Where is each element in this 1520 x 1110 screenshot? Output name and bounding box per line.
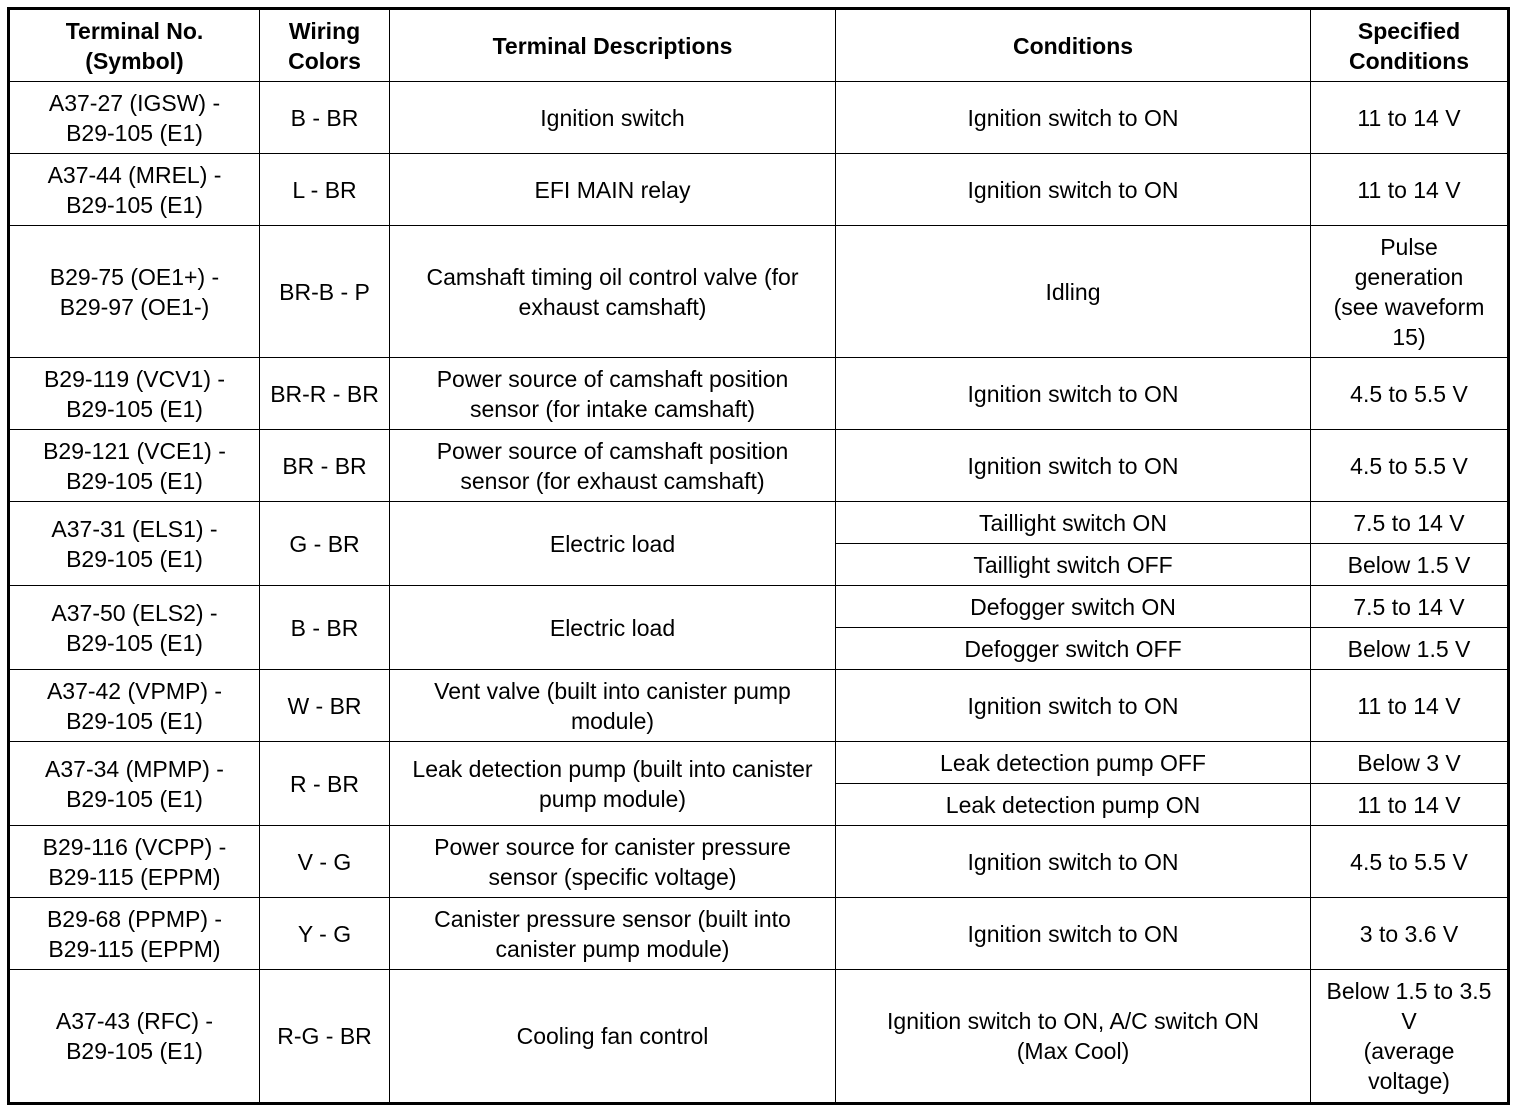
wiring-cell: BR-R - BR	[260, 358, 390, 430]
terminal-cell: B29-68 (PPMP) - B29-115 (EPPM)	[9, 898, 260, 970]
specified-cell: 3 to 3.6 V	[1311, 898, 1509, 970]
specified-cell: Below 1.5 V	[1311, 628, 1509, 670]
header-specified-conditions: Specified Conditions	[1311, 9, 1509, 82]
specified-cell: 4.5 to 5.5 V	[1311, 358, 1509, 430]
condition-cell: Leak detection pump ON	[836, 784, 1311, 826]
header-row	[9, 9, 1509, 82]
header-wiring-colors: Wiring Colors	[260, 9, 390, 82]
wiring-cell: Y - G	[260, 898, 390, 970]
terminal-spec-table	[7, 7, 1510, 1105]
wiring-cell: B - BR	[260, 82, 390, 154]
description-cell: Power source of camshaft position sensor (for exhaust camshaft)	[390, 430, 836, 502]
wiring-cell: V - G	[260, 826, 390, 898]
description-cell: Electric load	[390, 502, 836, 586]
condition-cell: Defogger switch OFF	[836, 628, 1311, 670]
specified-cell: Pulse generation (see waveform 15)	[1311, 226, 1509, 358]
table-row	[9, 742, 1509, 784]
table-row	[9, 226, 1509, 358]
table-row	[9, 430, 1509, 502]
specified-cell: 4.5 to 5.5 V	[1311, 430, 1509, 502]
description-cell: Electric load	[390, 586, 836, 670]
description-cell: Canister pressure sensor (built into canister pump module)	[390, 898, 836, 970]
description-cell: Power source for canister pressure sensor (specific voltage)	[390, 826, 836, 898]
terminal-cell: A37-34 (MPMP) - B29-105 (E1)	[9, 742, 260, 826]
condition-cell: Ignition switch to ON	[836, 898, 1311, 970]
description-cell: Camshaft timing oil control valve (for exhaust camshaft)	[390, 226, 836, 358]
table-row	[9, 154, 1509, 226]
specified-cell: 11 to 14 V	[1311, 82, 1509, 154]
condition-cell: Taillight switch OFF	[836, 544, 1311, 586]
condition-cell: Ignition switch to ON	[836, 154, 1311, 226]
terminal-cell: A37-43 (RFC) - B29-105 (E1)	[9, 970, 260, 1104]
table-row	[9, 502, 1509, 544]
table-row	[9, 358, 1509, 430]
description-cell: Ignition switch	[390, 82, 836, 154]
description-cell: Power source of camshaft position sensor (for intake camshaft)	[390, 358, 836, 430]
description-cell: Cooling fan control	[390, 970, 836, 1104]
header-terminal-descriptions: Terminal Descriptions	[390, 9, 836, 82]
wiring-cell: R - BR	[260, 742, 390, 826]
description-cell: Vent valve (built into canister pump module)	[390, 670, 836, 742]
condition-cell: Ignition switch to ON	[836, 826, 1311, 898]
terminal-cell: A37-50 (ELS2) - B29-105 (E1)	[9, 586, 260, 670]
condition-cell: Ignition switch to ON, A/C switch ON (Max Cool)	[836, 970, 1311, 1104]
specified-cell: Below 1.5 V	[1311, 544, 1509, 586]
terminal-cell: B29-116 (VCPP) - B29-115 (EPPM)	[9, 826, 260, 898]
specified-cell: Below 3 V	[1311, 742, 1509, 784]
wiring-cell: BR-B - P	[260, 226, 390, 358]
terminal-cell: B29-121 (VCE1) - B29-105 (E1)	[9, 430, 260, 502]
terminal-cell: A37-27 (IGSW) - B29-105 (E1)	[9, 82, 260, 154]
specified-cell: 11 to 14 V	[1311, 784, 1509, 826]
wiring-cell: R-G - BR	[260, 970, 390, 1104]
specified-cell: 11 to 14 V	[1311, 154, 1509, 226]
condition-cell: Ignition switch to ON	[836, 82, 1311, 154]
terminal-cell: A37-42 (VPMP) - B29-105 (E1)	[9, 670, 260, 742]
table-row	[9, 898, 1509, 970]
description-cell: EFI MAIN relay	[390, 154, 836, 226]
condition-cell: Leak detection pump OFF	[836, 742, 1311, 784]
terminal-cell: A37-31 (ELS1) - B29-105 (E1)	[9, 502, 260, 586]
table-row	[9, 586, 1509, 628]
specified-cell: Below 1.5 to 3.5 V (average voltage)	[1311, 970, 1509, 1104]
specified-cell: 11 to 14 V	[1311, 670, 1509, 742]
condition-cell: Ignition switch to ON	[836, 430, 1311, 502]
terminal-cell: A37-44 (MREL) - B29-105 (E1)	[9, 154, 260, 226]
header-conditions: Conditions	[836, 9, 1311, 82]
description-cell: Leak detection pump (built into canister pump module)	[390, 742, 836, 826]
terminal-cell: B29-75 (OE1+) - B29-97 (OE1-)	[9, 226, 260, 358]
wiring-cell: L - BR	[260, 154, 390, 226]
table-row	[9, 826, 1509, 898]
specified-cell: 4.5 to 5.5 V	[1311, 826, 1509, 898]
table-row	[9, 82, 1509, 154]
table-row	[9, 970, 1509, 1104]
condition-cell: Taillight switch ON	[836, 502, 1311, 544]
condition-cell: Ignition switch to ON	[836, 358, 1311, 430]
condition-cell: Ignition switch to ON	[836, 670, 1311, 742]
wiring-cell: G - BR	[260, 502, 390, 586]
wiring-cell: W - BR	[260, 670, 390, 742]
specified-cell: 7.5 to 14 V	[1311, 586, 1509, 628]
header-terminal: Terminal No. (Symbol)	[9, 9, 260, 82]
table-row	[9, 670, 1509, 742]
condition-cell: Idling	[836, 226, 1311, 358]
specified-cell: 7.5 to 14 V	[1311, 502, 1509, 544]
wiring-cell: BR - BR	[260, 430, 390, 502]
terminal-cell: B29-119 (VCV1) - B29-105 (E1)	[9, 358, 260, 430]
wiring-cell: B - BR	[260, 586, 390, 670]
condition-cell: Defogger switch ON	[836, 586, 1311, 628]
